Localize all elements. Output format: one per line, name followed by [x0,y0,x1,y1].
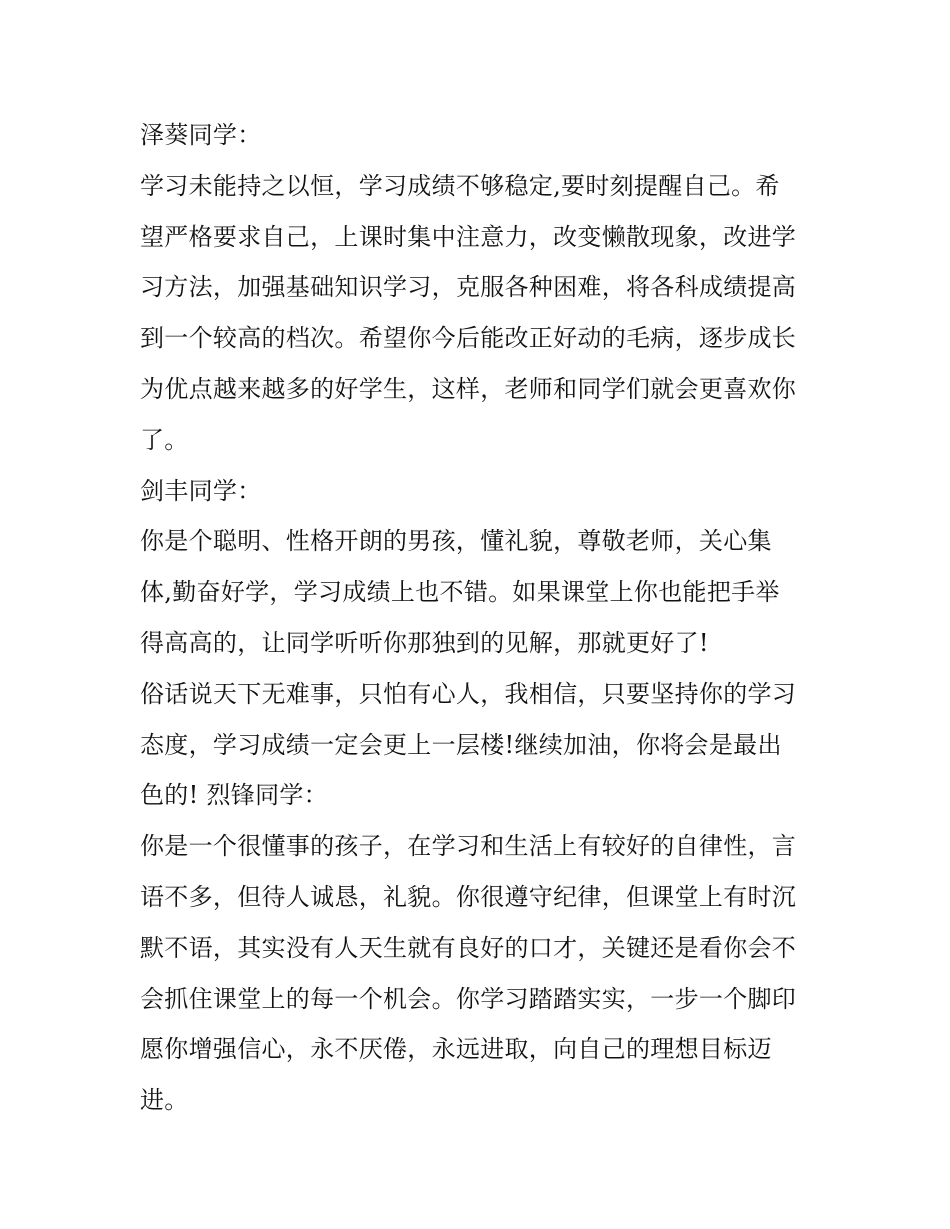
text-line: 你是个聪明、性格开朗的男孩，懂礼貌，尊敬老师，关心集 [140,527,772,556]
document-body [140,110,815,1126]
text-line: 得高高的，让同学听听你那独到的见解，那就更好了! [140,628,709,657]
text-line: 学习未能持之以恒，学习成绩不够稳定,要时刻提醒自己。希 [140,171,780,200]
text-line: 你是一个很懂事的孩子，在学习和生活上有较好的自律性，言 [140,832,797,861]
text-line: 俗话说天下无难事，只怕有心人，我相信，只要坚持你的学习 [140,679,797,708]
text-line: 语不多，但待人诚恳，礼貌。你很遵守纪律，但课堂上有时沉 [140,882,797,911]
text-line: 体,勤奋好学，学习成绩上也不错。如果课堂上你也能把手举 [140,578,780,607]
text-line: 到一个较高的档次。希望你今后能改正好动的毛病，逐步成长 [140,324,797,353]
text-line: 会抓住课堂上的每一个机会。你学习踏踏实实，一步一个脚印 [140,984,797,1013]
text-line: 默不语，其实没有人天生就有良好的口才，关键还是看你会不 [140,933,797,962]
heading-zekui: 泽葵同学： [140,121,262,149]
text-line: 习方法，加强基础知识学习，克服各种困难，将各科成绩提高 [140,273,797,302]
text-line: 愿你增强信心，永不厌倦，永远进取，向自己的理想目标迈 [140,1035,772,1064]
text-line: 进。 [140,1086,189,1115]
text-line: 了。 [140,425,189,454]
text-line: 为优点越来越多的好学生，这样，老师和同学们就会更喜欢你 [140,374,797,403]
text-line-with-heading-liefeng: 色的! 烈锋同学： [140,781,328,810]
text-line: 望严格要求自己，上课时集中注意力，改变懒散现象，改进学 [140,222,797,251]
heading-jianfeng: 剑丰同学： [140,476,262,505]
text-line: 态度，学习成绩一定会更上一层楼!继续加油，你将会是最出 [140,730,782,759]
